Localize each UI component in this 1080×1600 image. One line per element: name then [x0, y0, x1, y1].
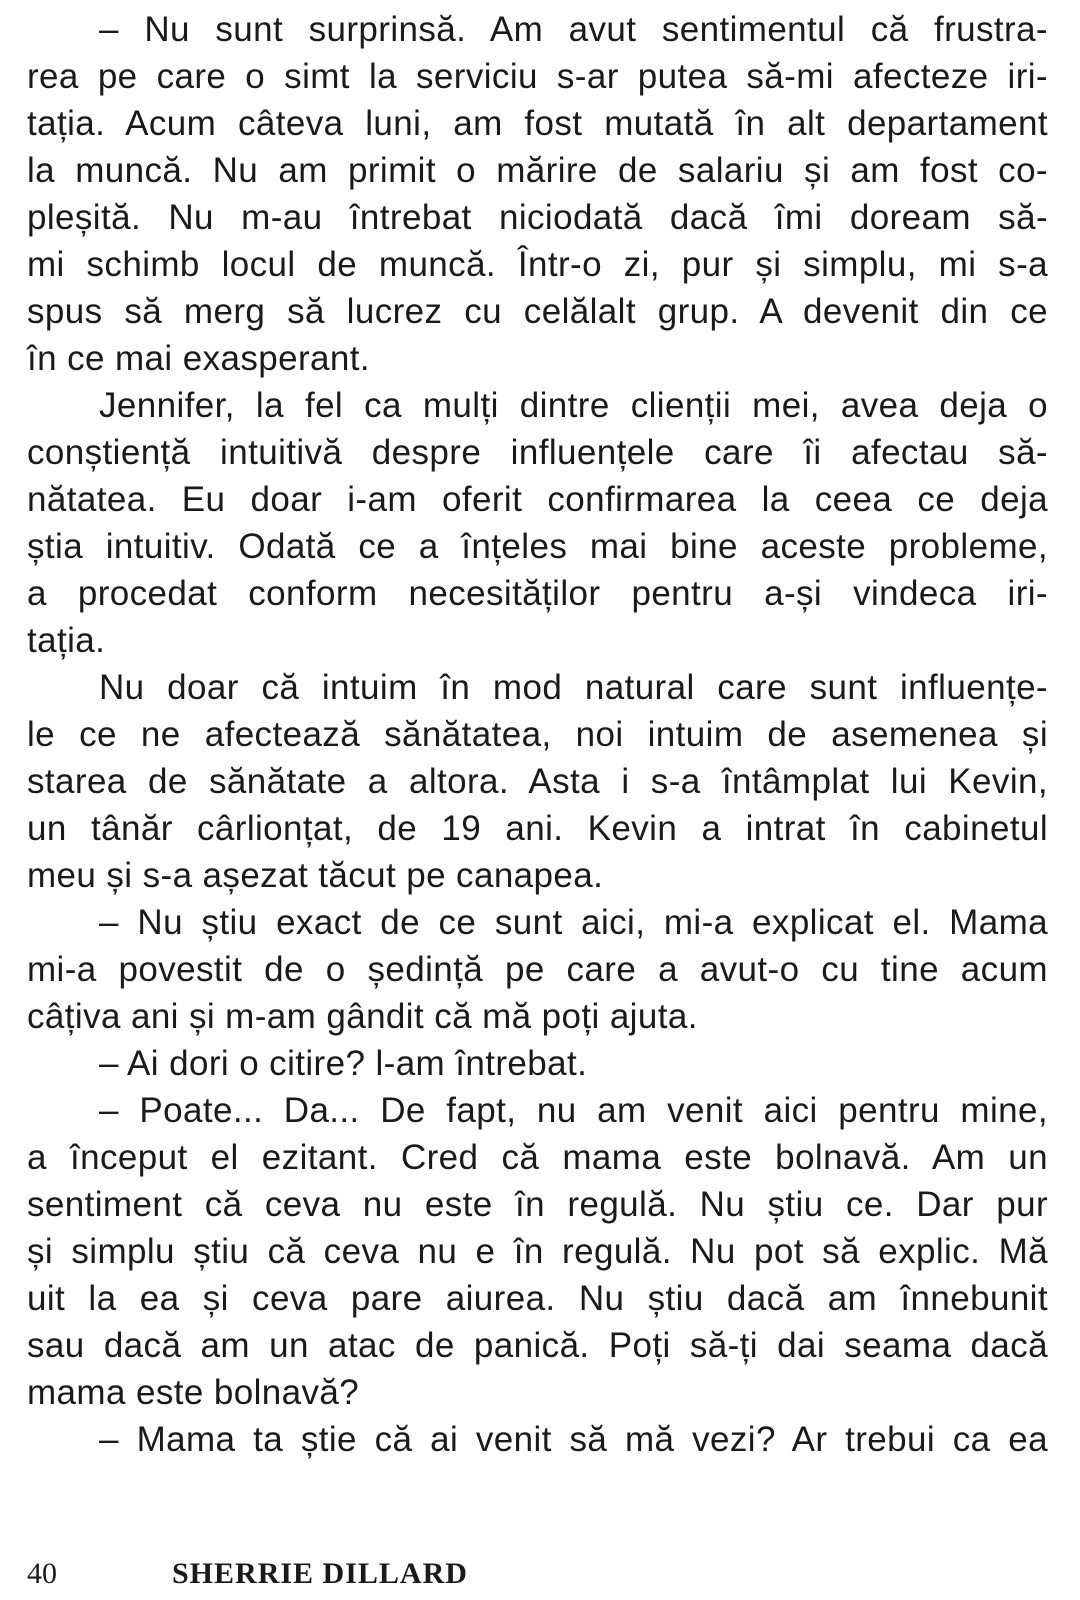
text-line: Nu doar că intuim în mod natural care sunt influențe-	[99, 668, 1048, 707]
text-line: în ce mai exasperant.	[27, 339, 371, 378]
text-line: – Poate... Da... De fapt, nu am venit aici pentru mine,	[99, 1091, 1048, 1130]
text-line: pleșită. Nu m-au întrebat niciodată dacă îmi doream să-	[27, 198, 1048, 237]
text-line: la muncă. Nu am primit o mărire de salariu și am fost co-	[27, 151, 1048, 190]
text-line: Jennifer, la fel ca mulți dintre clienții mei, avea deja o	[99, 386, 1048, 425]
text-line: sau dacă am un atac de panică. Poți să-ți dai seama dacă	[27, 1326, 1048, 1365]
text-line: meu și s-a așezat tăcut pe canapea.	[27, 856, 604, 895]
page-number: 40	[27, 1557, 57, 1590]
running-head-author: SHERRIE DILLARD	[172, 1557, 468, 1590]
text-line: – Ai dori o citire? l-am întrebat.	[99, 1044, 588, 1083]
text-line: câțiva ani și m-am gândit că mă poți ajuta.	[27, 997, 698, 1036]
text-line: știa intuitiv. Odată ce a înțeles mai bine aceste probleme,	[27, 527, 1048, 566]
text-line: spus să merg să lucrez cu celălalt grup. A devenit din ce	[27, 292, 1048, 331]
text-line: le ce ne afectează sănătatea, noi intuim de asemenea și	[27, 715, 1048, 754]
text-line: uit la ea și ceva pare aiurea. Nu știu dacă am înnebunit	[27, 1279, 1048, 1318]
text-line: conștiență intuitivă despre influențele care îi afectau să-	[27, 433, 1048, 472]
text-line: a procedat conform necesităților pentru a-și vindeca iri-	[27, 574, 1048, 613]
text-line: rea pe care o simt la serviciu s-ar putea să-mi afecteze iri-	[27, 57, 1048, 96]
text-line: tația. Acum câteva luni, am fost mutată în alt departament	[27, 104, 1048, 143]
text-line: – Nu știu exact de ce sunt aici, mi-a explicat el. Mama	[99, 903, 1048, 942]
text-line: și simplu știu că ceva nu e în regulă. Nu pot să explic. Mă	[27, 1232, 1048, 1271]
text-line: – Nu sunt surprinsă. Am avut sentimentul că frustra-	[99, 10, 1048, 49]
text-line: – Mama ta știe că ai venit să mă vezi? Ar trebui ca ea	[99, 1420, 1048, 1459]
text-line: tația.	[27, 621, 106, 660]
text-line: sentiment că ceva nu este în regulă. Nu știu ce. Dar pur	[27, 1185, 1048, 1224]
text-line: nătatea. Eu doar i-am oferit confirmarea la ceea ce deja	[27, 480, 1048, 519]
text-line: mi schimb locul de muncă. Într-o zi, pur și simplu, mi s-a	[27, 245, 1048, 284]
text-line: a început el ezitant. Cred că mama este bolnavă. Am un	[27, 1138, 1048, 1177]
text-line: mama este bolnavă?	[27, 1373, 360, 1412]
text-line: starea de sănătate a altora. Asta i s-a întâmplat lui Kevin,	[27, 762, 1048, 801]
text-line: un tânăr cârlionțat, de 19 ani. Kevin a intrat în cabinetul	[27, 809, 1048, 848]
text-line: mi-a povestit de o ședință pe care a avut-o cu tine acum	[27, 950, 1048, 989]
